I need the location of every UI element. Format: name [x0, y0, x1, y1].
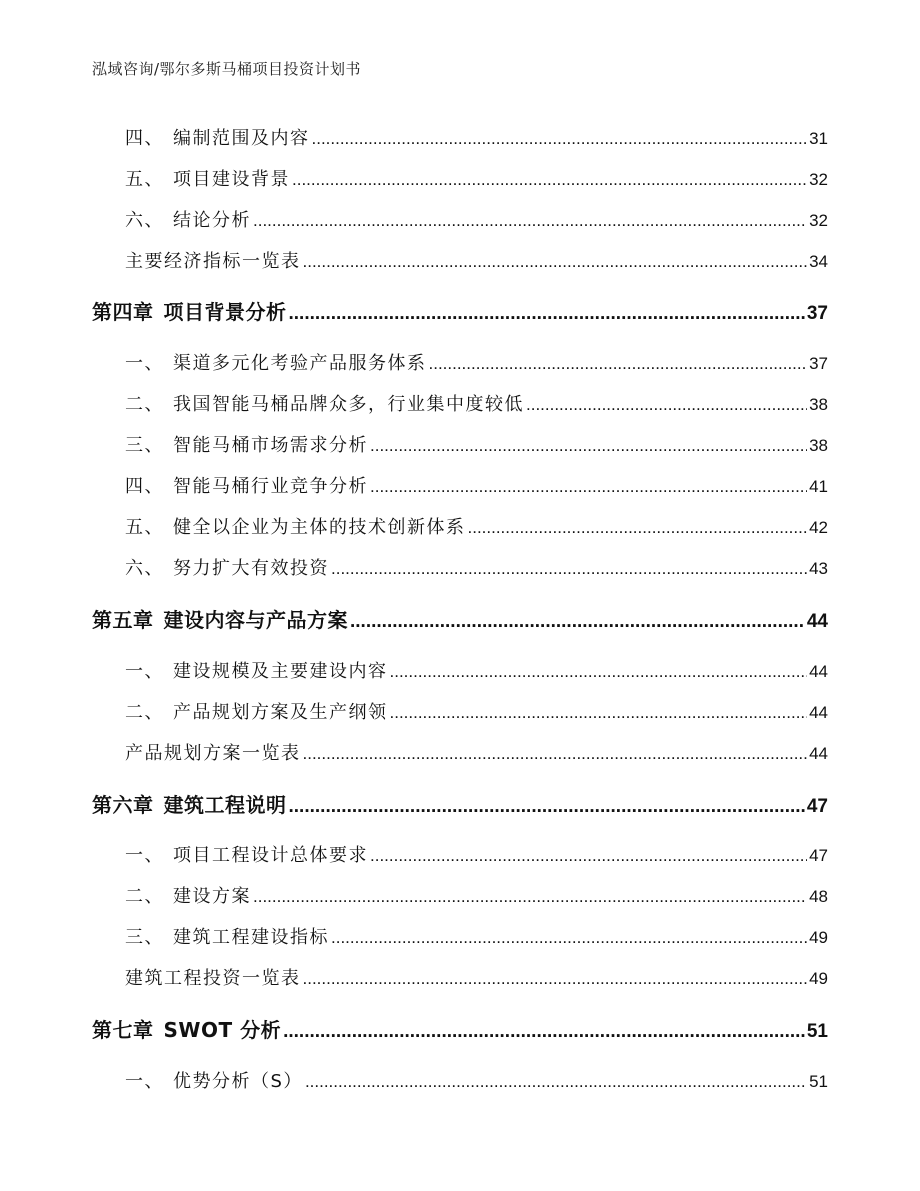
toc-leader	[303, 969, 808, 989]
toc-leader	[305, 1072, 807, 1092]
toc-title: 建筑工程建设指标	[173, 927, 329, 948]
toc-entry[interactable]	[125, 390, 828, 416]
toc-title: 结论分析	[173, 210, 251, 231]
toc-title: 主要经济指标一览表	[125, 251, 301, 272]
toc-title: 产品规划方案一览表	[125, 743, 301, 764]
toc-number: 二、	[125, 886, 164, 907]
toc-leader	[253, 887, 807, 907]
toc-number: 四、	[125, 476, 164, 497]
toc-entry[interactable]	[125, 841, 828, 867]
toc-leader	[289, 796, 805, 818]
toc-title: 编制范围及内容	[173, 128, 310, 149]
toc-number: 一、	[125, 1071, 164, 1092]
toc-number: 五、	[125, 169, 164, 190]
toc-number: 六、	[125, 210, 164, 231]
toc-entry[interactable]	[125, 698, 828, 724]
chapter-title: 建筑工程说明	[163, 793, 287, 817]
toc-title: 优势分析（S）	[173, 1071, 303, 1092]
toc-leader	[303, 744, 808, 764]
toc-entry[interactable]	[125, 472, 828, 498]
toc-number: 六、	[125, 558, 164, 579]
toc-title: 建设规模及主要建设内容	[173, 661, 388, 682]
toc-leader	[390, 662, 808, 682]
toc-page: 34	[809, 252, 828, 271]
toc-title: 健全以企业为主体的技术创新体系	[173, 517, 466, 538]
toc-leader	[253, 211, 807, 231]
toc-number: 四、	[125, 128, 164, 149]
toc-number: 三、	[125, 927, 164, 948]
toc-title: 智能马桶行业竞争分析	[173, 476, 368, 497]
toc-page: 47	[806, 796, 828, 817]
toc-chapter[interactable]	[92, 604, 828, 633]
toc-title: 项目建设背景	[173, 169, 290, 190]
toc-page: 38	[809, 395, 828, 414]
toc-entry[interactable]	[125, 964, 828, 990]
toc-page: 51	[806, 1021, 828, 1042]
chapter-number: 第五章	[92, 608, 154, 632]
toc-number: 二、	[125, 394, 164, 415]
toc-page: 37	[809, 354, 828, 373]
toc-leader	[370, 846, 807, 866]
toc-entry[interactable]	[125, 165, 828, 191]
chapter-number: 第四章	[92, 300, 154, 324]
toc-page: 49	[809, 928, 828, 947]
toc-entry[interactable]	[125, 1067, 828, 1093]
toc-title: 努力扩大有效投资	[173, 558, 329, 579]
toc-page: 51	[809, 1072, 828, 1091]
toc-page: 32	[809, 170, 828, 189]
toc-title: 建设方案	[173, 886, 251, 907]
chapter-title: 项目背景分析	[163, 300, 287, 324]
toc-page: 43	[809, 559, 828, 578]
toc-page: 47	[809, 846, 828, 865]
toc-number: 一、	[125, 353, 164, 374]
toc-number: 一、	[125, 845, 164, 866]
toc-leader	[370, 477, 807, 497]
toc-title: 项目工程设计总体要求	[173, 845, 368, 866]
toc-page: 49	[809, 969, 828, 988]
toc-leader	[468, 518, 808, 538]
toc-entry[interactable]	[125, 882, 828, 908]
toc-entry[interactable]	[125, 554, 828, 580]
toc-title: 建筑工程投资一览表	[125, 968, 301, 989]
toc-entry[interactable]	[125, 247, 828, 273]
toc-page: 44	[809, 703, 828, 722]
toc-chapter[interactable]	[92, 296, 828, 325]
toc-page: 48	[809, 887, 828, 906]
toc-title: 渠道多元化考验产品服务体系	[173, 353, 427, 374]
toc-number: 二、	[125, 702, 164, 723]
toc-entry[interactable]	[125, 739, 828, 765]
toc-page: 38	[809, 436, 828, 455]
toc-page: 42	[809, 518, 828, 537]
toc-leader	[289, 303, 805, 325]
toc-page: 44	[806, 611, 828, 632]
toc-entry[interactable]	[125, 349, 828, 375]
toc-leader	[331, 559, 807, 579]
toc-number: 一、	[125, 661, 164, 682]
toc-leader	[283, 1021, 805, 1043]
toc-page: 44	[809, 662, 828, 681]
page-header: 泓域咨询/鄂尔多斯马桶项目投资计划书	[92, 60, 362, 78]
toc-leader	[429, 354, 808, 374]
toc-number: 三、	[125, 435, 164, 456]
toc-leader	[312, 129, 808, 149]
toc-leader	[331, 928, 807, 948]
toc-page: 44	[809, 744, 828, 763]
toc-page: 41	[809, 477, 828, 496]
toc-number: 五、	[125, 517, 164, 538]
toc-leader	[350, 611, 805, 633]
toc-chapter[interactable]	[92, 789, 828, 818]
toc-leader	[390, 703, 808, 723]
toc-leader	[303, 252, 808, 272]
toc-entry[interactable]	[125, 513, 828, 539]
chapter-title: 建设内容与产品方案	[163, 608, 348, 632]
toc-entry[interactable]	[125, 206, 828, 232]
chapter-number: 第六章	[92, 793, 154, 817]
toc-title: 我国智能马桶品牌众多，行业集中度较低	[173, 394, 524, 415]
toc-page: 37	[806, 303, 828, 324]
chapter-title: SWOT 分析	[163, 1018, 282, 1042]
toc-entry[interactable]	[125, 923, 828, 949]
toc-title: 智能马桶市场需求分析	[173, 435, 368, 456]
toc-chapter[interactable]	[92, 1014, 828, 1043]
toc-leader	[370, 436, 807, 456]
toc-leader	[292, 170, 807, 190]
toc-leader	[526, 395, 807, 415]
chapter-number: 第七章	[92, 1018, 154, 1042]
toc-page: 32	[809, 211, 828, 230]
toc-entry[interactable]	[125, 124, 828, 150]
toc-page: 31	[809, 129, 828, 148]
toc-entry[interactable]	[125, 657, 828, 683]
toc-entry[interactable]	[125, 431, 828, 457]
toc-title: 产品规划方案及生产纲领	[173, 702, 388, 723]
